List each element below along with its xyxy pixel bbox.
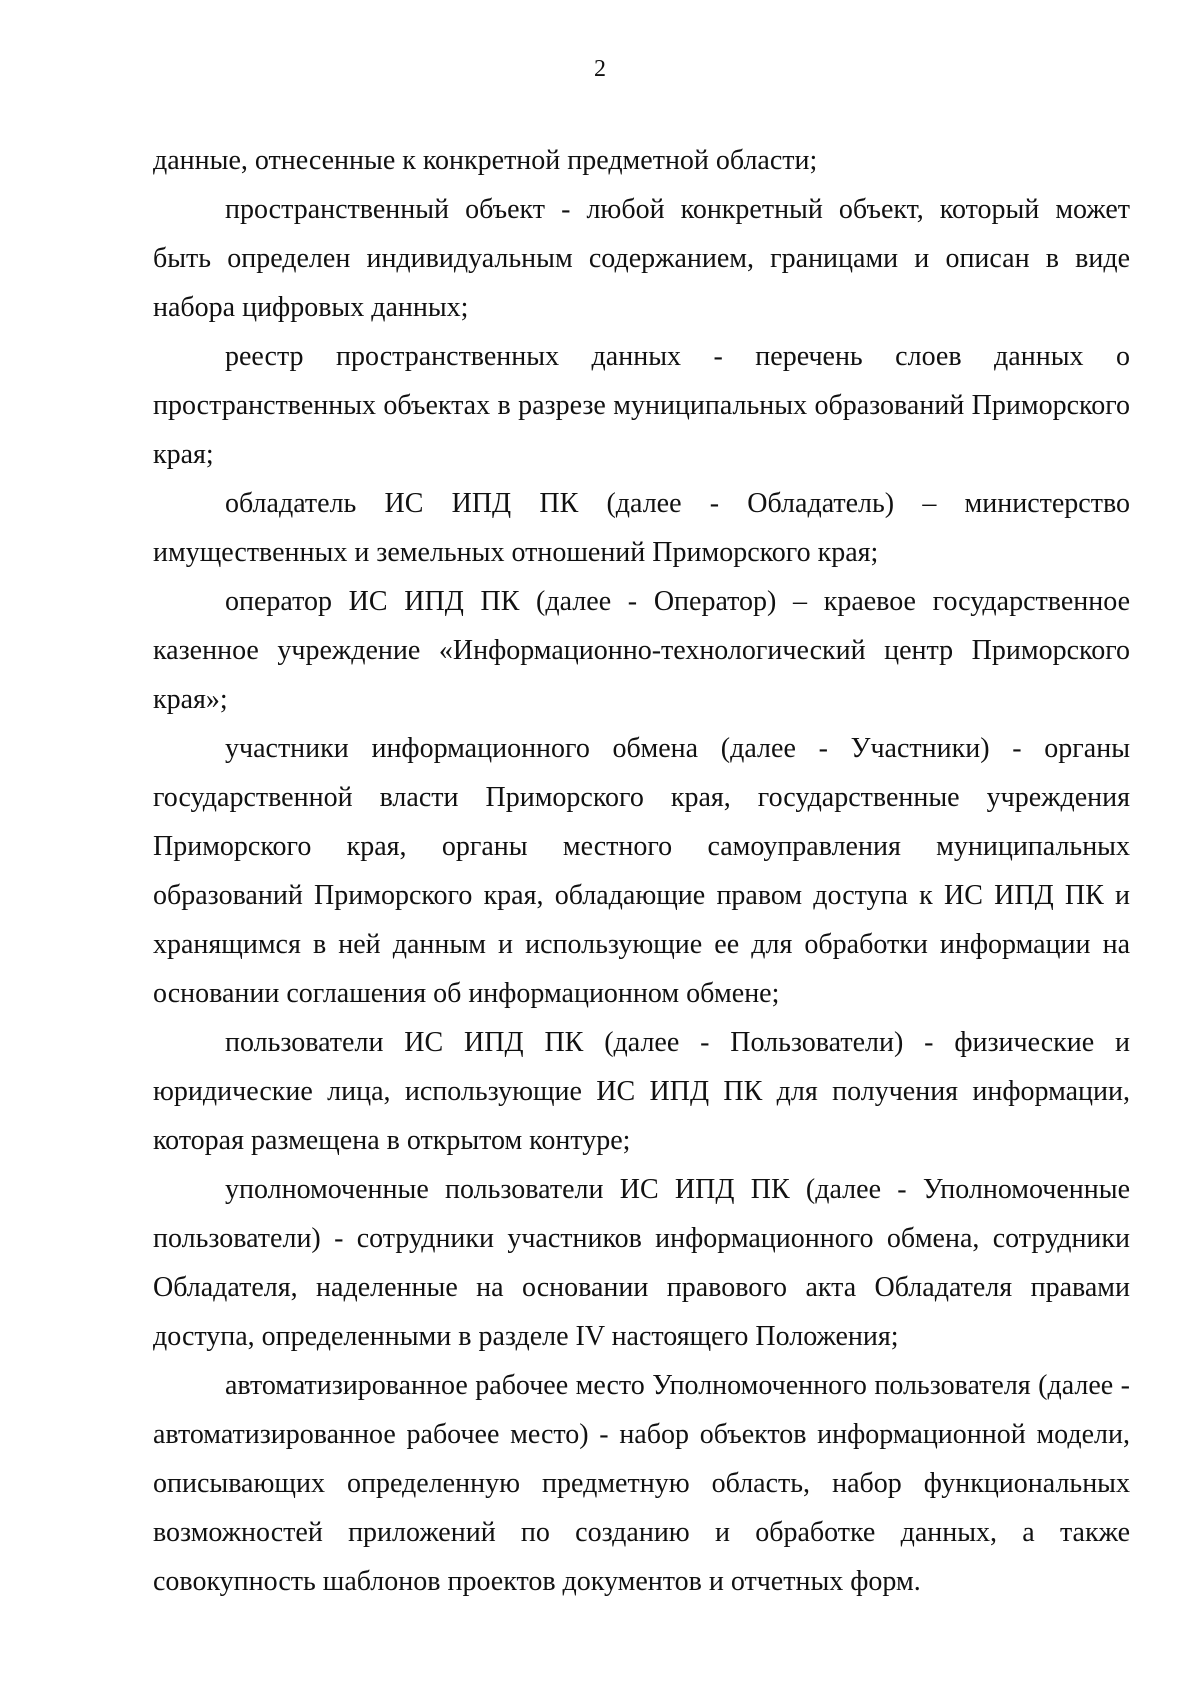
paragraph-spatial-object: пространственный объект - любой конкретный объект, который может быть определен индивидуальным содержанием, границами и описан в виде набора цифровых данных; <box>153 194 1130 323</box>
document-body <box>153 136 1130 1606</box>
paragraph-operator: оператор ИС ИПД ПК (далее - Оператор) – краевое государственное казенное учреждение «Информационно-технологический центр Приморского края»; <box>153 586 1130 715</box>
paragraph-authorized-users: уполномоченные пользователи ИС ИПД ПК (далее - Уполномоченные пользователи) - сотрудники участников информационного обмена, сотрудники Обладателя, наделенные на основании правового акта Обладателя правами доступа, определенными в разделе IV настоящего Положения; <box>153 1174 1130 1352</box>
paragraph-workstation: автоматизированное рабочее место Уполномоченного пользователя (далее - автоматизированное рабочее место) - набор объектов информационной модели, описывающих определенную предметную область, набор функциональных возможностей приложений по созданию и обработке данных, а также совокупность шаблонов проектов документов и отчетных форм. <box>153 1370 1130 1597</box>
paragraph-subject-data-continuation: данные, отнесенные к конкретной предметной области; <box>153 145 818 176</box>
paragraph-participants: участники информационного обмена (далее - Участники) - органы государственной власти Приморского края, государственные учреждения Приморского края, органы местного самоуправления муниципальных образований Приморского края, обладающие правом доступа к ИС ИПД ПК и хранящимся в ней данным и использующие ее для обработки информации на основании соглашения об информационном обмене; <box>153 733 1130 1009</box>
paragraph-spatial-data-registry: реестр пространственных данных - перечень слоев данных о пространственных объектах в разрезе муниципальных образований Приморского края; <box>153 341 1130 470</box>
page-number: 2 <box>594 56 606 82</box>
paragraph-users: пользователи ИС ИПД ПК (далее - Пользователи) - физические и юридические лица, использующие ИС ИПД ПК для получения информации, которая размещена в открытом контуре; <box>153 1027 1130 1156</box>
paragraph-owner: обладатель ИС ИПД ПК (далее - Обладатель) – министерство имущественных и земельных отношений Приморского края; <box>153 488 1130 568</box>
